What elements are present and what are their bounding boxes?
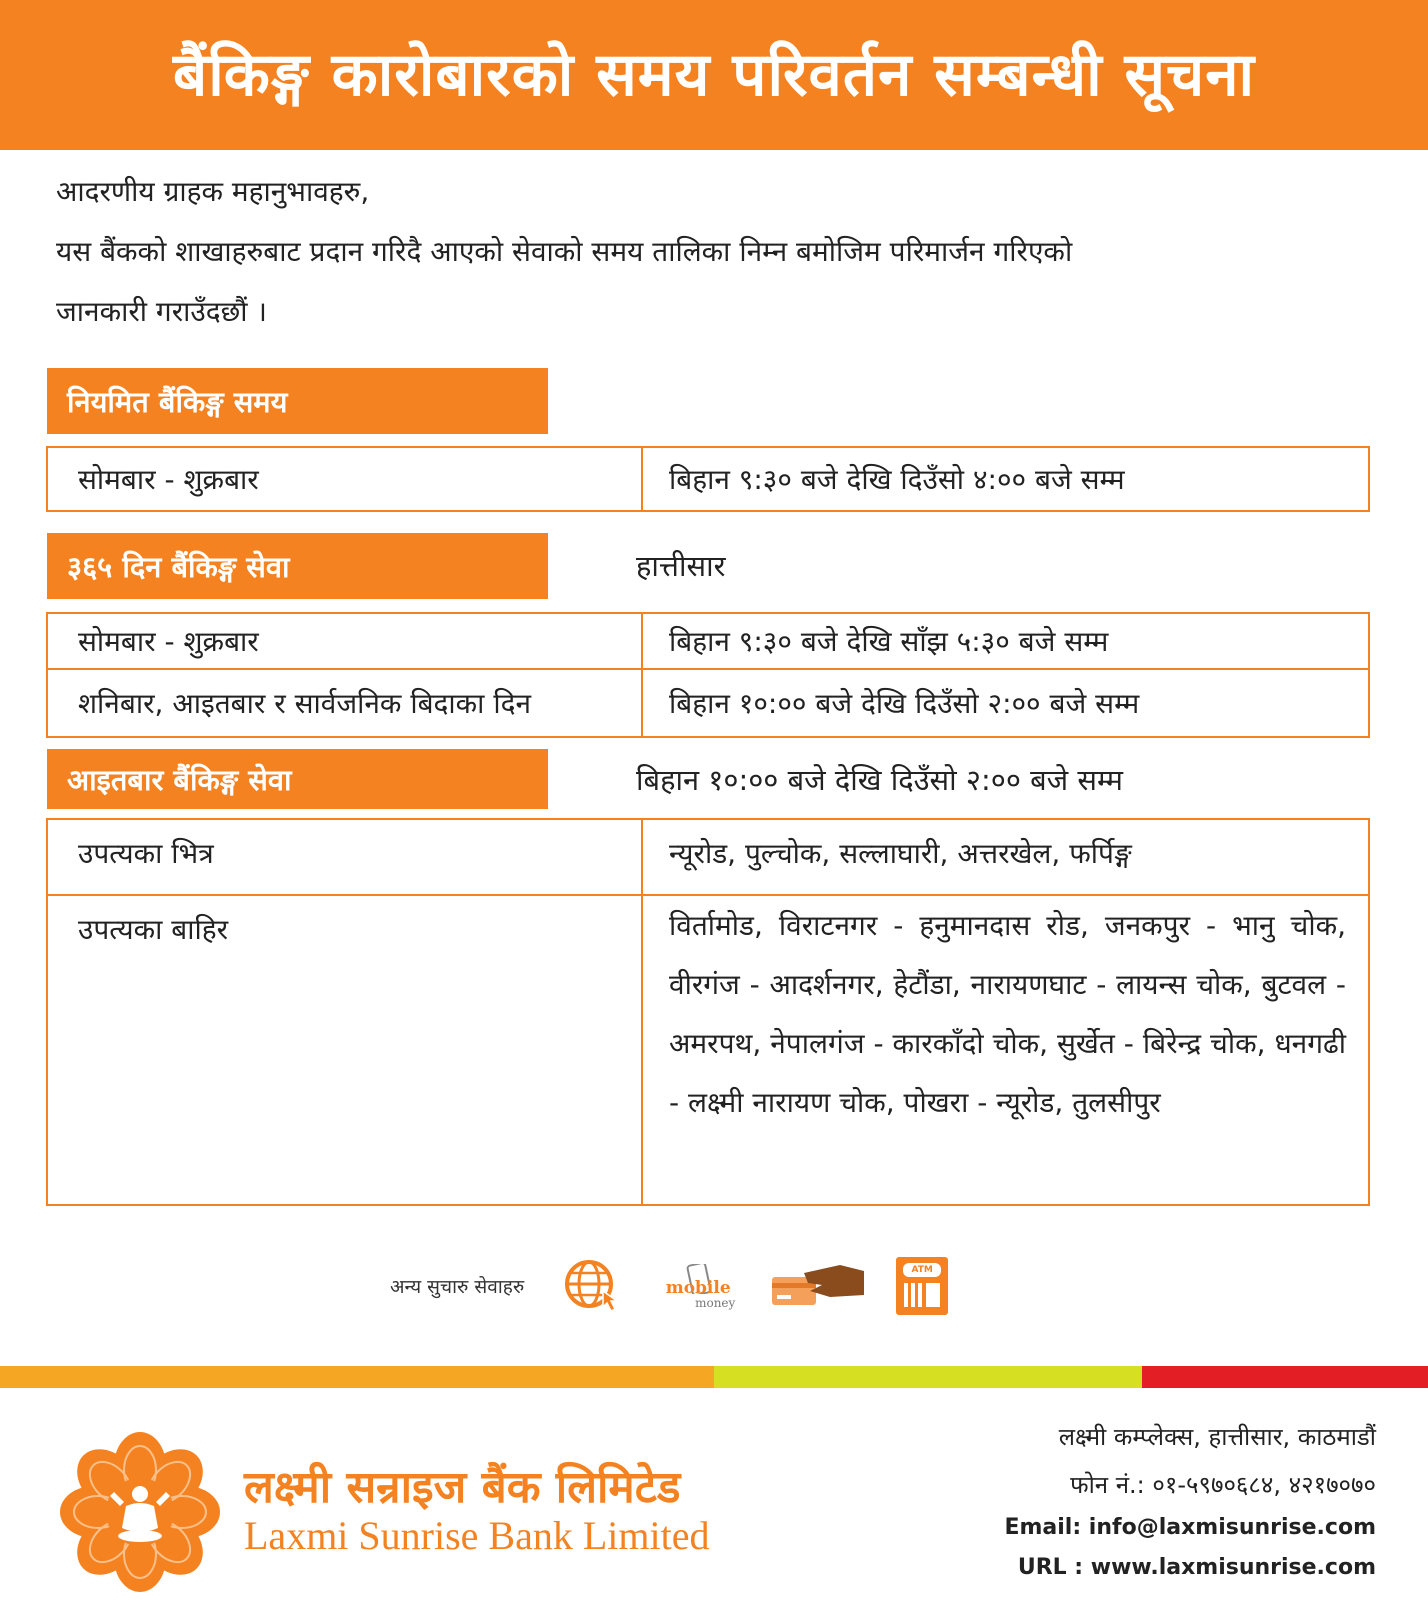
branches-cell: न्यूरोड, पुल्चोक, सल्लाघारी, अत्तरखेल, फर्पिङ्ग: [642, 819, 1369, 895]
sunday-service-time: बिहान १०:०० बजे देखि दिउँसो २:०० बजे सम्म: [636, 763, 1124, 797]
table-row: [47, 447, 1369, 511]
money-text: money: [695, 1295, 736, 1310]
time-cell: बिहान ९:३० बजे देखि साँझ ५:३० बजे सम्म: [642, 613, 1369, 669]
other-services-label: अन्य सुचारु सेवाहरु: [390, 1276, 525, 1298]
intro-line-1: यस बैंकको शाखाहरुबाट प्रदान गरिदै आएको सेवाको समय तालिका निम्न बमोजिम परिमार्जन गरिएको: [56, 235, 1073, 268]
day-cell: सोमबार - शुक्रबार: [47, 613, 642, 669]
table-row: [47, 669, 1369, 737]
stripe-orange: [0, 1366, 714, 1388]
other-services: [390, 1253, 950, 1319]
intro-line-2: जानकारी गराउँदछौं ।: [56, 295, 268, 328]
bank-logo: [60, 1432, 220, 1592]
atm-icon: [894, 1255, 950, 1317]
time-cell: बिहान ९:३० बजे देखि दिउँसो ४:०० बजे सम्म: [642, 447, 1369, 511]
day-cell: सोमबार - शुक्रबार: [47, 447, 642, 511]
service-365-table: [46, 612, 1370, 738]
sunday-service-heading: आइतबार बैंकिङ्ग सेवा: [47, 749, 548, 809]
address-text: लक्ष्मी कम्प्लेक्स, हात्तीसार, काठमाडौं: [1058, 1423, 1376, 1451]
internet-banking-icon: [556, 1255, 628, 1317]
website-link[interactable]: URL : www.laxmisunrise.com: [1017, 1555, 1376, 1580]
atm-label: ATM: [903, 1263, 941, 1277]
service-365-heading: ३६५ दिन बैंकिङ्ग सेवा: [47, 533, 548, 599]
branches-cell: विर्तामोड, विराटनगर - हनुमानदास रोड, जनकपुर - भानु चोक, वीरगंज - आदर्शनगर, हेटौंडा, नारायणघाट - लायन्स चोक, बुटवल - अमरपथ, नेपालगंज - कारकाँदो चोक, सुर्खेत - बिरेन्द्र चोक, धनगढी - लक्ष्मी नारायण चोक, पोखरा - न्यूरोड, तुलसीपुर: [642, 895, 1369, 1205]
bank-name-nepali: लक्ष्मी सन्राइज बैंक लिमिटेड: [244, 1462, 681, 1513]
page-title: बैंकिङ्ग कारोबारको समय परिवर्तन सम्बन्धी सूचना: [0, 0, 1428, 150]
stripe-lime: [714, 1366, 1142, 1388]
phone-text: फोन नं.: ०१-५९७०६८४, ४२१७०७०: [1070, 1471, 1376, 1499]
mobile-money-icon: [654, 1255, 742, 1317]
card-payment-icon: [768, 1255, 868, 1317]
bank-name-english: Laxmi Sunrise Bank Limited: [244, 1513, 710, 1558]
table-row: [47, 895, 1369, 1205]
service-365-branch: हात्तीसार: [636, 549, 726, 583]
greeting: आदरणीय ग्राहक महानुभावहरु,: [56, 175, 370, 208]
email-link[interactable]: Email: info@laxmisunrise.com: [1004, 1515, 1376, 1540]
table-row: [47, 613, 1369, 669]
regular-hours-heading: नियमित बैंकिङ्ग समय: [47, 368, 548, 434]
area-cell: उपत्यका बाहिर: [47, 895, 642, 1205]
sunday-service-table: [46, 818, 1370, 1206]
mobile-text: mobile: [665, 1277, 731, 1298]
stripe-red: [1142, 1366, 1428, 1388]
time-cell: बिहान १०:०० बजे देखि दिउँसो २:०० बजे सम्म: [642, 669, 1369, 737]
area-cell: उपत्यका भित्र: [47, 819, 642, 895]
day-cell: शनिबार, आइतबार र सार्वजनिक बिदाका दिन: [47, 669, 642, 737]
regular-hours-table: [46, 446, 1370, 512]
table-row: [47, 819, 1369, 895]
intro-text: [56, 162, 1376, 342]
